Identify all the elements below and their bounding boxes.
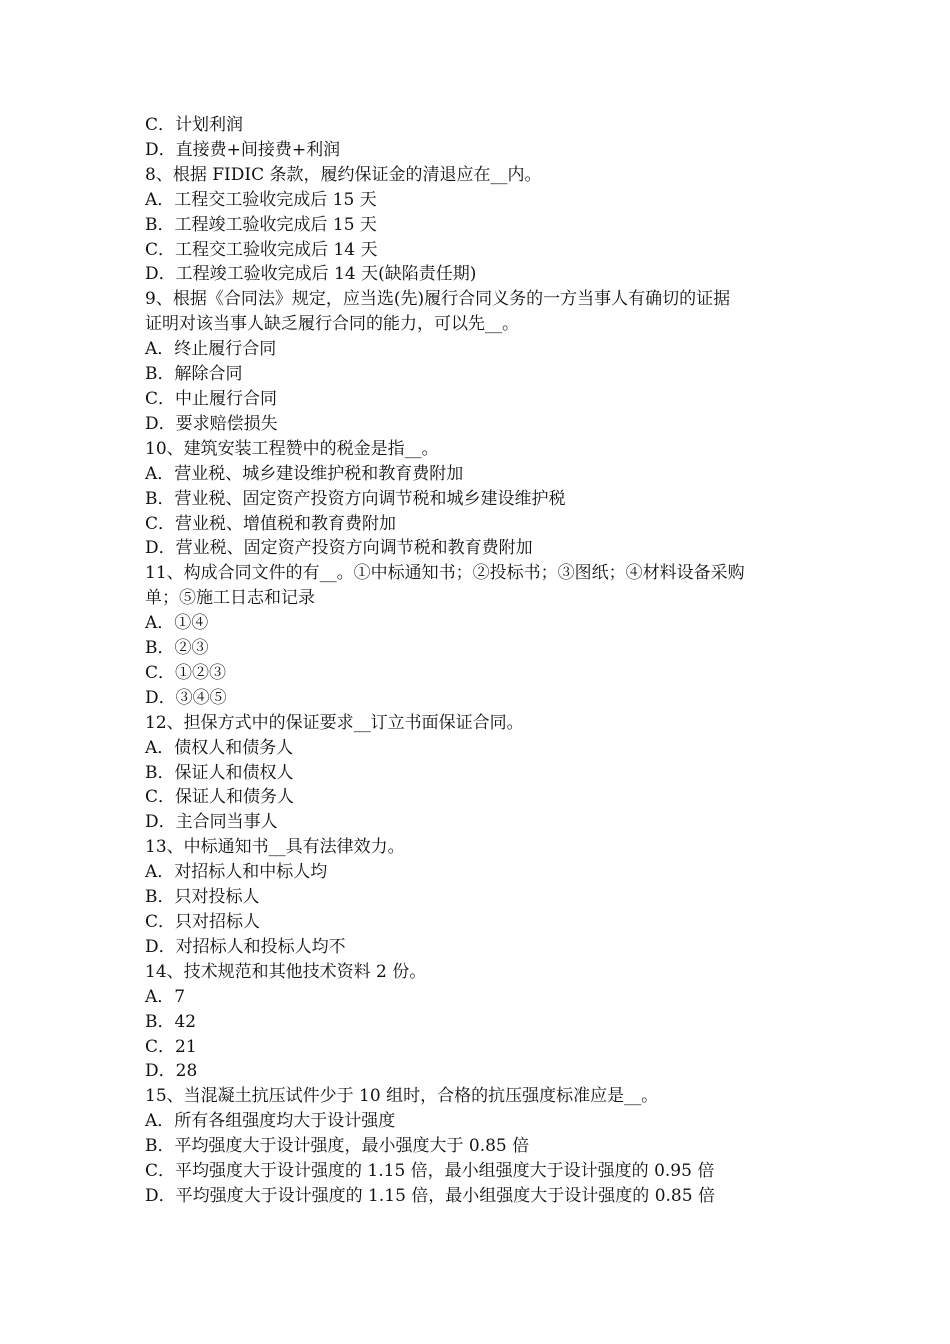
option-line: A．债权人和债务人 — [145, 737, 294, 758]
option-line: B．解除合同 — [145, 364, 243, 385]
option-line: D．③④⑤ — [145, 687, 227, 708]
document-body — [145, 113, 815, 1209]
question-line: 15、当混凝土抗压试件少于 10 组时，合格的抗压强度标准应是__。 — [145, 1086, 659, 1107]
option-line: A．①④ — [145, 613, 209, 634]
option-line: D．要求赔偿损失 — [145, 413, 278, 434]
option-line: D．工程竣工验收完成后 14 天(缺陷责任期) — [145, 264, 477, 285]
question-line-continued: 证明对该当事人缺乏履行合同的能力，可以先__。 — [145, 314, 519, 335]
option-line: C．营业税、增值税和教育费附加 — [145, 513, 397, 534]
option-line: C．工程交工验收完成后 14 天 — [145, 239, 378, 260]
option-line: B．营业税、固定资产投资方向调节税和城乡建设维护税 — [145, 488, 566, 509]
question-line: 9、根据《合同法》规定，应当选(先)履行合同义务的一方当事人有确切的证据 — [145, 289, 731, 310]
option-line: A．所有各组强度均大于设计强度 — [145, 1111, 396, 1132]
option-line: D．主合同当事人 — [145, 812, 278, 833]
option-line: B．平均强度大于设计强度，最小强度大于 0.85 倍 — [145, 1136, 530, 1157]
question-line: 8、根据 FIDIC 条款，履约保证金的清退应在__内。 — [145, 164, 542, 185]
question-line-continued: 单；⑤施工日志和记录 — [145, 588, 315, 609]
question-line: 12、担保方式中的保证要求__订立书面保证合同。 — [145, 712, 524, 733]
option-line: A．7 — [145, 986, 186, 1007]
option-line: B．42 — [145, 1011, 197, 1032]
question-line: 14、技术规范和其他技术资料 2 份。 — [145, 961, 427, 982]
option-line: B．②③ — [145, 638, 209, 659]
option-line: D．对招标人和投标人均不 — [145, 936, 346, 957]
option-line: C．①②③ — [145, 662, 227, 683]
option-line: B．保证人和债权人 — [145, 762, 294, 783]
option-line: D．直接费+间接费+利润 — [145, 139, 341, 160]
option-line: D．营业税、固定资产投资方向调节税和教育费附加 — [145, 538, 533, 559]
question-line: 13、中标通知书__具有法律效力。 — [145, 837, 405, 858]
option-line: C．计划利润 — [145, 115, 244, 135]
option-line: A．营业税、城乡建设维护税和教育费附加 — [145, 463, 464, 484]
option-line: C．只对招标人 — [145, 912, 261, 932]
option-line: C．保证人和债务人 — [145, 787, 295, 808]
option-line: B．工程竣工验收完成后 15 天 — [145, 214, 377, 235]
option-line: A．工程交工验收完成后 15 天 — [145, 189, 377, 210]
option-line: C．平均强度大于设计强度的 1.15 倍，最小组强度大于设计强度的 0.95 倍 — [145, 1161, 715, 1182]
option-line: C．中止履行合同 — [145, 388, 278, 409]
question-line: 11、构成合同文件的有__。①中标通知书；②投标书；③图纸；④材料设备采购 — [145, 563, 745, 584]
option-line: A．对招标人和中标人均 — [145, 862, 328, 883]
question-line: 10、建筑安装工程赞中的税金是指__。 — [145, 438, 439, 459]
option-line: B．只对投标人 — [145, 887, 260, 908]
option-line: D．28 — [145, 1061, 198, 1082]
option-line: D．平均强度大于设计强度的 1.15 倍，最小组强度大于设计强度的 0.85 倍 — [145, 1185, 715, 1206]
option-line: C．21 — [145, 1036, 197, 1057]
option-line: A．终止履行合同 — [145, 339, 277, 360]
